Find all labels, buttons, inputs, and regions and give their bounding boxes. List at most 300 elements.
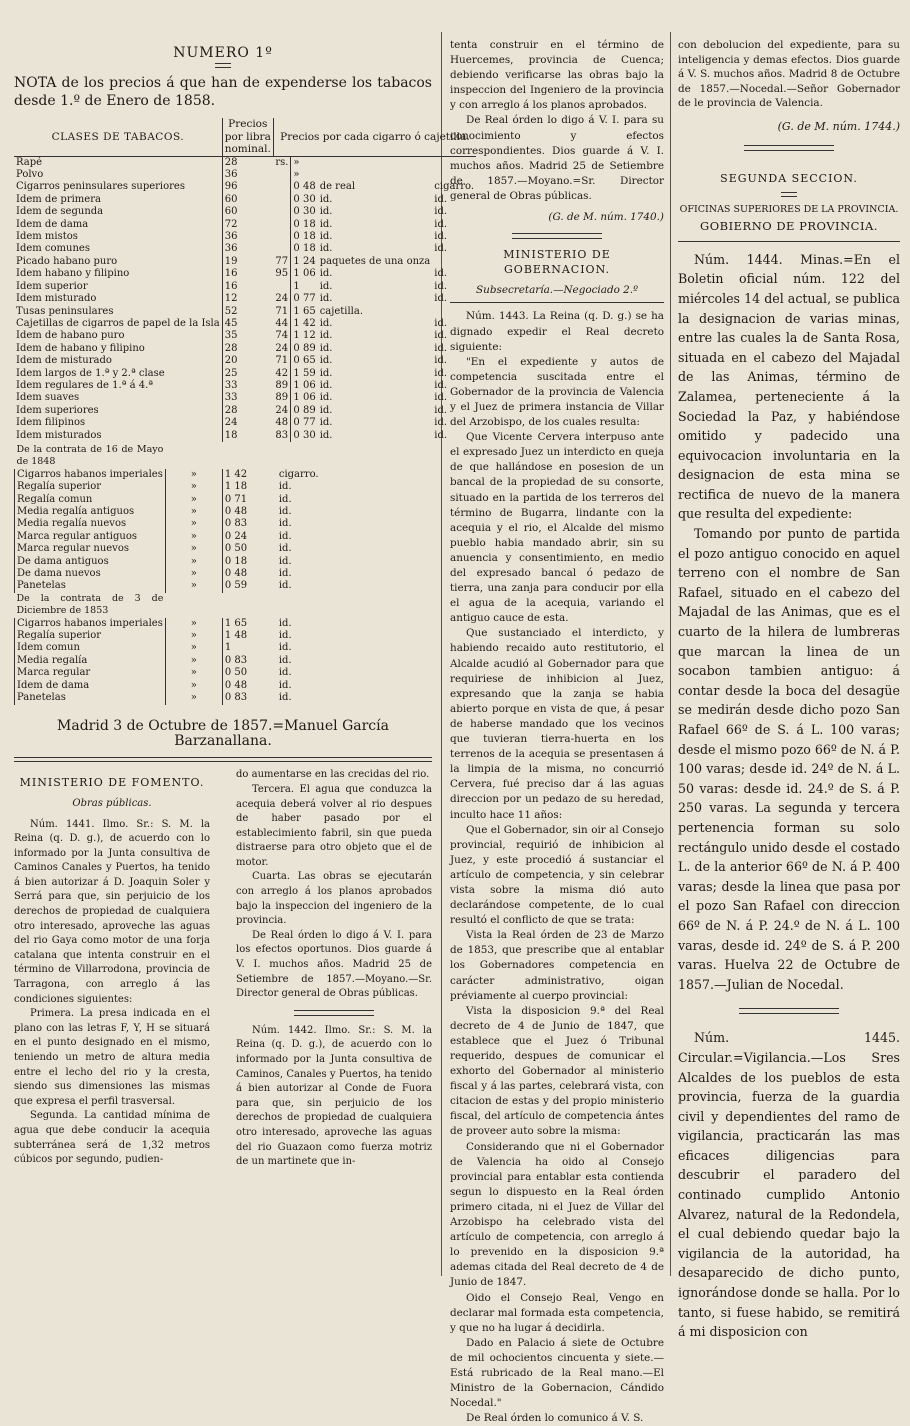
cell-clase: Idem de habano y filipino (16, 342, 145, 354)
cell-clase: Panetelas (15, 692, 166, 704)
cell-libra: » (165, 580, 222, 592)
separator (744, 145, 834, 151)
table-row (14, 206, 476, 218)
cell-unidad: id. (319, 330, 333, 342)
table-row (15, 469, 432, 481)
cell-unidad2: id. (434, 268, 448, 280)
obras-publicas-heading: Obras públicas. (72, 797, 152, 809)
cell-unidad: id. (319, 367, 333, 379)
group-label-1853: De la contrata de 3 de Diciembre de 1853 (16, 592, 164, 617)
cell-precio: 1 06 (291, 392, 318, 404)
table-row (15, 692, 432, 704)
table-row (14, 156, 476, 169)
paragraph: Tomando por punto de partida el pozo antiguo conocido en aquel terreno con el nombre de San Rafael, situado en el cabezo del Majadal de las Animas, que es el cuarto de la hilera de lumbreras que marcan la linea de un socabon tambien antiguo: á contar desde la boca del desagüe se medirán desde dicho pozo San Rafael 66º de S. á L. 100 varas; desde el mismo pozo 66º de N. á P. 100 varas; desde id. 24º de N. á L. 50 varas: desde id. 24.º de S. á P. 250 varas. La segunda y tercera pertenencia forman su solo rectángulo unido desde el costado L. de la anterior 66º de N. á P. 400 varas; desde la linea que pasa por el pozo San Rafael con direccion 66º de N. á P. 24.º de N. á L. 100 varas, desde id. 24º de S. á P. 200 varas. Huelva 22 de Octubre de 1857.—Julian de Nocedal. (678, 526, 900, 992)
cell-unidad: cigarro. (278, 468, 319, 480)
cell-clase: Idem filipinos (16, 417, 86, 429)
cell-unidad2: id. (434, 206, 448, 218)
table-row (14, 281, 476, 293)
cell-libra-cents: 24 (275, 293, 289, 305)
cell-libra-reales: 19 (222, 256, 273, 268)
cell-unidad: id. (278, 692, 292, 704)
cell-precio: 0 83 (222, 518, 277, 530)
cell-unidad: id. (278, 493, 292, 505)
cell-clase: De dama nuevos (15, 568, 166, 580)
cell-libra: » (165, 469, 222, 481)
cell-unidad: id. (278, 481, 292, 493)
cell-clase: De dama antiguos (15, 556, 166, 568)
cell-precio: 1 65 (291, 306, 318, 318)
cell-unidad2: id. (434, 429, 448, 441)
cell-precio: 0 83 (222, 655, 277, 667)
cell-precio: 0 30 (291, 430, 318, 442)
cell-libra-reales: 72 (222, 219, 273, 231)
cell-unidad: id. (319, 417, 333, 429)
cell-libra-reales: 52 (222, 306, 273, 318)
cell-precio: 0 59 (222, 580, 277, 592)
ornament-dash (215, 63, 231, 68)
table-row (15, 630, 432, 642)
separator (739, 1008, 839, 1014)
gobierno-heading: GOBIERNO DE PROVINCIA. (678, 217, 900, 242)
paragraph: Que sustanciado el interdicto, y habiendo recaido auto restitutorio, el Alcalde acudió al Gobernador para que requiriese de inhibicion al Juez, expresando que la zanja se habia abierto porque en vista de que, á pesar de haberse mandado que los vecinos que tuvieran tierra-huerta en los terrenos de la acequia se presentasen á la limpia de la misma, no concurrió Cervera, fué preciso dar á las aguas direccion por un pedazo de su heredad, inculto hace 11 años: (450, 627, 664, 821)
cell-clase: Idem misturado (16, 293, 97, 305)
paragraph: Núm. 1445. Circular.=Vigilancia.—Los Sres Alcaldes de los pueblos de esta provincia, fuerza de la guardia civil y dependientes del ramo de vigilancia, practicarán las mas eficaces diligencias para descubrir el paradero del continado cumplido Antonio Alvarez, natural de la Redondela, el cual debiendo quedar bajo la vigilancia de la autoridad, ha desaparecido de dicho punto, ignorándose donde se halla. Por lo tanto, si fuese habido, se remitirá á mi disposicion con (678, 1030, 900, 1340)
cell-libra: » (165, 630, 222, 642)
cell-precio: 0 77 (291, 417, 318, 429)
cell-precio: 0 50 (222, 667, 277, 679)
cell-unidad2: id. (434, 193, 448, 205)
table-row (14, 181, 476, 193)
cell-clase: Media regalía nuevos (15, 518, 166, 530)
table-row (14, 355, 476, 367)
paragraph: Oido el Consejo Real, Vengo en declarar mal formada esta competencia, y que no ha lugar á decidirla. (450, 1291, 664, 1334)
table-row (15, 680, 432, 692)
table-row (14, 243, 476, 255)
table-signature: Madrid 3 de Octubre de 1857.=Manuel García Barzanallana. (57, 717, 389, 749)
fomento-title: MINISTERIO DE FOMENTO. (19, 776, 205, 790)
table-row (14, 405, 476, 417)
cell-unidad: id. (278, 543, 292, 555)
cell-libra-reales: 20 (222, 355, 273, 367)
paragraph: Cuarta. Las obras se ejecutarán con arreglo á los planos aprobados bajo la inspeccion del ingeniero de la provincia. (236, 871, 432, 927)
gobernacion-body (450, 309, 664, 1426)
cell-libra-reales: 28 (222, 343, 273, 355)
cell-precio: 0 48 (222, 568, 277, 580)
cell-unidad: id. (278, 667, 292, 679)
table-row (14, 194, 476, 206)
cell-unidad: paquetes de una onza (319, 255, 431, 267)
paragraph: do aumentarse en las crecidas del rio. (236, 769, 430, 781)
column-left (14, 38, 475, 1274)
cell-precio: 1 (222, 642, 277, 654)
cell-precio: 1 (291, 281, 318, 293)
cell-clase: Cajetillas de cigarros de papel de la Isla (16, 317, 220, 329)
cell-clase: Cigarros peninsulares superiores (16, 181, 185, 193)
cell-libra-cents (273, 194, 291, 206)
cell-libra-cents: 24 (275, 342, 289, 354)
table-row (14, 392, 476, 404)
table-row (14, 380, 476, 392)
subsecretaria-heading: Subsecretaría.—Negociado 2.º (450, 283, 664, 303)
cell-unidad: id. (319, 293, 333, 305)
table-row (15, 655, 432, 667)
table-row (15, 481, 432, 493)
cell-unidad: id. (278, 580, 292, 592)
cell-unidad2: id. (434, 367, 448, 379)
cell-unidad2: id. (434, 379, 448, 391)
segunda-seccion-title: SEGUNDA SECCION. (720, 171, 858, 185)
cell-precio: 1 18 (222, 481, 277, 493)
table-row (15, 618, 432, 630)
cell-clase: Idem comun (15, 642, 166, 654)
table-row (15, 642, 432, 654)
column-rule-2 (670, 32, 671, 1276)
fomento-right (236, 768, 432, 1169)
cell-libra-cents (273, 243, 291, 255)
cell-libra: » (165, 494, 222, 506)
cell-libra: » (165, 556, 222, 568)
paragraph: con debolucion del expediente, para su inteligencia y demas efectos. Dios guarde á V. S. muchos años. Madrid 8 de Octubre de 1857.—Nocedal.—Señor Gobernador de le provincia de Valencia. (678, 39, 900, 110)
cell-libra: » (165, 531, 222, 543)
cell-clase: Idem de habano puro (16, 330, 125, 342)
cell-libra-reales: 35 (222, 330, 273, 342)
header-precio-libra: Precios por libra nominal. (222, 118, 273, 156)
cell-unidad: id. (319, 206, 333, 218)
cell-unidad2: id. (434, 392, 448, 404)
cell-clase: Idem de dama (15, 680, 166, 692)
cell-precio: 1 42 (291, 318, 318, 330)
cell-unidad: id. (278, 568, 292, 580)
cell-libra-reales: 28 (222, 156, 273, 169)
table-row (15, 667, 432, 679)
cell-libra-cents: 89 (275, 379, 289, 391)
cell-libra: » (165, 642, 222, 654)
cell-libra: » (165, 655, 222, 667)
paragraph: "En el expediente y autos de competencia suscitada entre el Gobernador de la provincia de Valencia y el Juez de primera instancia de Villar del Arzobispo, de los cuales resulta: (450, 355, 664, 429)
table-row (14, 330, 476, 342)
cell-clase: Marca regular (15, 667, 166, 679)
cell-libra-cents: rs. (275, 156, 289, 168)
cell-libra-reales: 28 (222, 405, 273, 417)
cell-clase: Idem de dama (16, 218, 89, 230)
table-row (15, 494, 432, 506)
cell-unidad2: id. (434, 330, 448, 342)
cell-precio: » (291, 156, 318, 169)
cell-precio: 0 18 (291, 231, 318, 243)
cell-unidad: id. (319, 193, 333, 205)
cell-libra-reales: 18 (222, 430, 273, 442)
cell-precio: 0 30 (291, 194, 318, 206)
cell-precio: » (291, 169, 318, 181)
separator (512, 233, 602, 239)
cell-clase: Cigarros habanos imperiales (15, 469, 166, 481)
cell-clase: Idem de segunda (16, 206, 104, 218)
cell-clase: Idem de misturado (16, 355, 112, 367)
cell-precio: 0 18 (222, 556, 277, 568)
table-row (14, 169, 476, 181)
table-row (14, 417, 476, 429)
habanos-1853-table (14, 593, 432, 705)
cell-libra-cents: 74 (275, 330, 289, 342)
cell-libra-cents (273, 169, 291, 181)
cell-precio: 0 30 (291, 206, 318, 218)
paragraph: tenta construir en el término de Huercemes, provincia de Cuenca; debiendo verificarse las obras bajo la inspeccion del Ingeniero de la provincia y con arreglo á los planos aprobados. (450, 39, 664, 112)
cell-unidad: id. (319, 317, 333, 329)
cell-unidad: id. (278, 518, 292, 530)
cell-precio: 0 89 (291, 405, 318, 417)
gazette-ref: (G. de M. núm. 1740.) (548, 211, 664, 224)
cell-libra-reales: 25 (222, 368, 273, 380)
cell-unidad: id. (278, 679, 292, 691)
cell-libra-reales: 96 (222, 181, 273, 193)
section-divider (14, 757, 432, 762)
header-precio-cigarro: Precios por cada cigarro ó cajetilla. (273, 118, 476, 156)
cell-libra-cents: 71 (275, 305, 289, 317)
cell-clase: Idem suaves (16, 392, 80, 404)
table-row (15, 568, 432, 580)
cell-unidad: id. (319, 404, 333, 416)
cell-clase: Regalía superior (15, 630, 166, 642)
cell-libra-cents: 24 (275, 404, 289, 416)
paragraph: De Real órden lo comunico á V. S. (466, 1412, 644, 1425)
gobernacion-title: MINISTERIO DE GOBERNACION. (503, 248, 611, 277)
cell-precio: 1 48 (222, 630, 277, 642)
cell-clase: Idem superiores (16, 404, 99, 416)
cell-libra-cents (273, 231, 291, 243)
paragraph: Núm. 1441. Ilmo. Sr.: S. M. la Reina (q. D. g.), de acuerdo con lo informado por la Junta consultiva de Caminos Canales y Puertos, ha tenido á bien autorizar á D. Joaquin Soler y Serrá para que, sin perjuicio de los derechos de propiedad de cualquiera otro interesado, aproveche las aguas del rio Gaya como motor de una forja catalana que intenta construir en el término de Villarrodona, provincia de Tarragona, con arreglo á las condiciones siguientes: (14, 818, 210, 1005)
cell-libra: » (165, 543, 222, 555)
cell-precio: 1 42 (222, 469, 277, 481)
cell-unidad: id. (278, 654, 292, 666)
paragraph: Considerando que ni el Gobernador de Valencia ha oido al Consejo provincial para entablar esta contienda segun lo dispuesto en la Real órden primero citada, ni el Juez de Villar del Arzobispo ha celebrado vista del artículo de competencia, con arreglo á lo prevenido en la disposicion 9.ª ademas citada del Real decreto de 4 de Junio de 1847. (450, 1140, 664, 1289)
cell-unidad (318, 156, 433, 169)
ornament-dash (781, 192, 797, 197)
nota-title: NOTA de los precios á que han de expenderse los tabacos desde 1.º de Enero de 1858. (14, 75, 432, 110)
cell-unidad: id. (319, 218, 333, 230)
cell-libra-cents: 89 (275, 392, 289, 404)
cell-libra: » (165, 506, 222, 518)
cell-unidad2: id. (434, 317, 448, 329)
table-row (14, 343, 476, 355)
cell-libra-cents: 95 (275, 268, 289, 280)
cell-libra-reales: 33 (222, 380, 273, 392)
cell-precio: 0 48 (222, 506, 277, 518)
cell-precio: 0 83 (222, 692, 277, 704)
cell-unidad: cajetilla. (319, 305, 364, 317)
cell-unidad2: id. (434, 404, 448, 416)
cell-libra-cents: 44 (275, 317, 289, 329)
fomento-left (14, 768, 210, 1169)
cell-libra-cents: 48 (275, 417, 289, 429)
cell-libra-cents: 42 (275, 367, 289, 379)
cell-unidad2: id. (434, 342, 448, 354)
cell-clase: Marca regular antiguos (15, 531, 166, 543)
table-row (14, 256, 476, 268)
table-row (15, 556, 432, 568)
cell-unidad: id. (278, 506, 292, 517)
fomento-columns (14, 768, 432, 1169)
cell-unidad: id. (319, 243, 333, 255)
cell-precio: 1 06 (291, 380, 318, 392)
cell-libra-reales: 36 (222, 169, 273, 181)
cell-libra-cents: 77 (275, 255, 289, 267)
cell-clase: Tusas peninsulares (16, 305, 114, 317)
cell-clase: Idem comunes (16, 243, 90, 255)
cell-libra-cents (273, 281, 291, 293)
cell-unidad: de real (319, 181, 356, 193)
cell-unidad2: id. (434, 243, 448, 255)
cell-unidad2: id. (434, 218, 448, 230)
cell-precio: 1 59 (291, 368, 318, 380)
cell-precio: 0 24 (222, 531, 277, 543)
table-row (15, 580, 432, 592)
cell-libra-reales: 33 (222, 392, 273, 404)
paragraph: Núm. 1443. La Reina (q. D. g.) se ha dignado expedir el Real decreto siguiente: (450, 310, 664, 353)
paragraph: Tercera. El agua que conduzca la acequia deberá volver al rio despues de haber pasado por el establecimiento fabril, sin que pueda distraerse para otro objeto que el de motor. (236, 783, 432, 868)
cell-clase: Polvo (16, 169, 44, 181)
table-row (14, 219, 476, 231)
paragraph: Que Vicente Cervera interpuso ante el expresado Juez un interdicto en queja de que hallándose en posesion de un bancal de la propiedad de su consorte, situado en la partida de los terreros del término de Bugarra, lindante con la acequia y el rio, el Alcalde del mismo pueblo habia mandado abrir, sin su anuencia y consentimiento, en medio del expresado bancal ó pedazo de tierra, una zanja para conducir por ella el agua de la acequia, variando el antiguo cauce de esta. (450, 431, 664, 625)
cell-precio: 1 24 (291, 256, 318, 268)
cell-libra-cents: 83 (275, 429, 289, 441)
column-middle (450, 38, 664, 1425)
cell-unidad: id. (278, 555, 292, 567)
cell-unidad2: id. (434, 280, 448, 292)
cell-clase: Idem mistos (16, 231, 78, 243)
cell-unidad: id. (319, 231, 333, 243)
paragraph: Primera. La presa indicada en el plano con las letras F, Y, H se situará en el punto designado en el mismo, teniendo un metro de altura media entre el lecho del rio y la cresta, siendo sus dimensiones las mismas que expresa el perfil trasversal. (14, 1008, 210, 1107)
cell-clase: Idem regulares de 1.ª á 4.ª (16, 379, 154, 391)
cell-libra-cents: 71 (275, 355, 289, 367)
cell-clase: Idem largos de 1.ª y 2.ª clase (16, 367, 165, 379)
gazette-ref: (G. de M. núm. 1744.) (777, 119, 900, 133)
cell-libra-reales: 36 (222, 231, 273, 243)
cell-libra-cents (273, 181, 291, 193)
paragraph: De Real órden lo digo á V. I. para los efectos oportunos. Dios guarde á V. I. muchos años. Madrid 25 de Setiembre de 1857.—Moyano.—Sr. Director general de Obras públicas. (236, 929, 432, 1000)
cell-precio: 0 48 (291, 181, 318, 193)
column-right (678, 38, 900, 1340)
cell-libra: » (165, 568, 222, 580)
cell-unidad (318, 169, 433, 181)
cell-precio: 0 71 (222, 494, 277, 506)
table-row (15, 518, 432, 530)
cell-libra-reales: 60 (222, 206, 273, 218)
cell-clase: Panetelas (15, 580, 166, 592)
cell-precio: 0 48 (222, 680, 277, 692)
cell-libra: » (165, 680, 222, 692)
paragraph: Vista la disposicion 9.ª del Real decreto de 4 de Junio de 1847, que establece que el Juez ó Tribunal requerido, despues de comunicar el exhorto del Gobernador al ministerio fiscal y á las partes, celebrará vista, con citacion de estas y del propio ministerio fiscal, del artículo de competencia ántes de proveer auto sobre la misma: (450, 1004, 664, 1138)
cell-clase: Regalía comun (15, 494, 166, 506)
cell-precio: 1 12 (291, 330, 318, 342)
cell-clase: Idem habano y filipino (16, 268, 130, 280)
paragraph: Vista la Real órden de 23 de Marzo de 1853, que prescribe que al entablar los Gobernadores competencia en carácter administrativo, oigan préviamente al cuerpo provincial: (450, 929, 664, 1002)
cell-libra: » (165, 667, 222, 679)
cell-precio: 0 65 (291, 355, 318, 367)
paragraph: Núm. 1442. Ilmo. Sr.: S. M. la Reina (q. D. g.), de acuerdo con lo informado por la Junta consultiva de Caminos, Canales y Puertos, ha tenido á bien autorizar al Conde de Fuora para que, sin perjuicio de los derechos de propiedad de cualquiera otro interesado, aproveche las aguas del rio Guazaon como fuerza motriz de un martinete que in- (236, 1024, 432, 1168)
cell-clase: Picado habano puro (16, 255, 118, 267)
cell-clase: Media regalía antiguos (15, 506, 166, 518)
cell-unidad: id. (278, 617, 292, 629)
cell-unidad: id. (278, 530, 292, 542)
cell-precio: 0 18 (291, 219, 318, 231)
cell-libra-reales: 24 (222, 417, 273, 429)
paragraph: Segunda. La cantidad mínima de agua que debe conducir la acequia subterránea será de 1,32 metros cúbicos por segundo, pudien- (14, 1110, 210, 1166)
table-row (14, 368, 476, 380)
cell-unidad: id. (278, 630, 292, 642)
oficinas-heading: OFICINAS SUPERIORES DE LA PROVINCIA. (679, 204, 899, 216)
cell-clase: Rapé (16, 156, 43, 168)
numero-heading: NUMERO 1º (173, 45, 273, 61)
cell-libra-reales: 45 (222, 318, 273, 330)
cell-unidad2: id. (434, 355, 448, 367)
cell-unidad: id. (319, 392, 333, 404)
cell-clase: Idem de primera (16, 193, 101, 205)
cell-precio: 0 50 (222, 543, 277, 555)
cell-libra: » (165, 518, 222, 530)
cell-libra-cents (273, 219, 291, 231)
cell-unidad2: id. (434, 231, 448, 243)
table-row (14, 318, 476, 330)
cell-unidad2: id. (434, 417, 448, 429)
paragraph: Núm. 1444. Minas.=En el Boletin oficial núm. 122 del miércoles 14 del actual, se publica la designacion de varias minas, entre las cuales la de Santa Rosa, situada en el cabezo del Majadal de las Animas, término de Zalamea, perteneciente á la Sociedad la Paz, y habiéndose omitido y padecido una equivocacion involuntaria en la designacion de esta mina se rectifica de nuevo de la manera que resulta del expediente: (678, 251, 900, 522)
cell-libra-reales: 12 (222, 293, 273, 305)
cell-libra-reales: 16 (222, 281, 273, 293)
cell-clase: Marca regular nuevos (15, 543, 166, 555)
cell-libra-cents (273, 206, 291, 218)
cell-unidad2: id. (434, 293, 448, 305)
table-row (15, 531, 432, 543)
cell-unidad: id. (319, 429, 333, 441)
paragraph: De Real órden lo digo á V. I. para su conocimiento y efectos correspondientes. Dios guarde á V. I. muchos años. Madrid 25 de Setiembre de 1857.—Moyano.=Sr. Director general de Obras públicas. (450, 114, 664, 202)
cell-precio: 0 77 (291, 293, 318, 305)
cell-clase: Regalía superior (15, 481, 166, 493)
cell-precio: 1 65 (222, 618, 277, 630)
cell-unidad: id. (319, 355, 333, 367)
cell-unidad: id. (319, 379, 333, 391)
cell-unidad2: cigarro. (434, 181, 475, 193)
cell-libra: » (165, 481, 222, 493)
cell-libra-reales: 16 (222, 268, 273, 280)
cell-unidad: id. (278, 642, 292, 654)
cell-clase: Idem superior (16, 280, 88, 292)
table-row (14, 293, 476, 305)
paragraph: Que el Gobernador, sin oir al Consejo provincial, requirió de inhibicion al Juez, y este procedió á sustanciar el artículo de competencia, y sin celebrar vista sobre la misma dió auto declarándose competente, de lo cual resultó el conflicto de que se trata: (450, 823, 664, 927)
cell-clase: Media regalía (15, 655, 166, 667)
cell-libra: » (165, 618, 222, 630)
cell-precio: 0 89 (291, 343, 318, 355)
table-row (15, 506, 432, 518)
table-row (14, 268, 476, 280)
group-label-1848: De la contrata de 16 de Mayo de 1848 (16, 443, 164, 468)
paragraph: Dado en Palacio á siete de Octubre de mil ochocientos cincuenta y siete.—Está rubricado de la Real mano.—El Ministro de la Gobernacion, Cándido Nocedal." (450, 1336, 664, 1410)
header-clases: CLASES DE TABACOS. (51, 130, 185, 143)
cell-clase: Cigarros habanos imperiales (15, 618, 166, 630)
habanos-1848-table (14, 444, 432, 593)
cell-unidad: id. (319, 268, 333, 280)
cell-unidad: id. (319, 280, 333, 292)
cell-libra: » (165, 692, 222, 704)
table-row (14, 231, 476, 243)
table-row (15, 543, 432, 555)
cell-clase: Idem misturados (16, 429, 102, 441)
table-row (14, 430, 476, 442)
cell-precio: 1 06 (291, 268, 318, 280)
cell-precio: 0 18 (291, 243, 318, 255)
cell-unidad: id. (319, 342, 333, 354)
table-row (14, 306, 476, 318)
cell-libra-reales: 60 (222, 194, 273, 206)
cell-libra-reales: 36 (222, 243, 273, 255)
